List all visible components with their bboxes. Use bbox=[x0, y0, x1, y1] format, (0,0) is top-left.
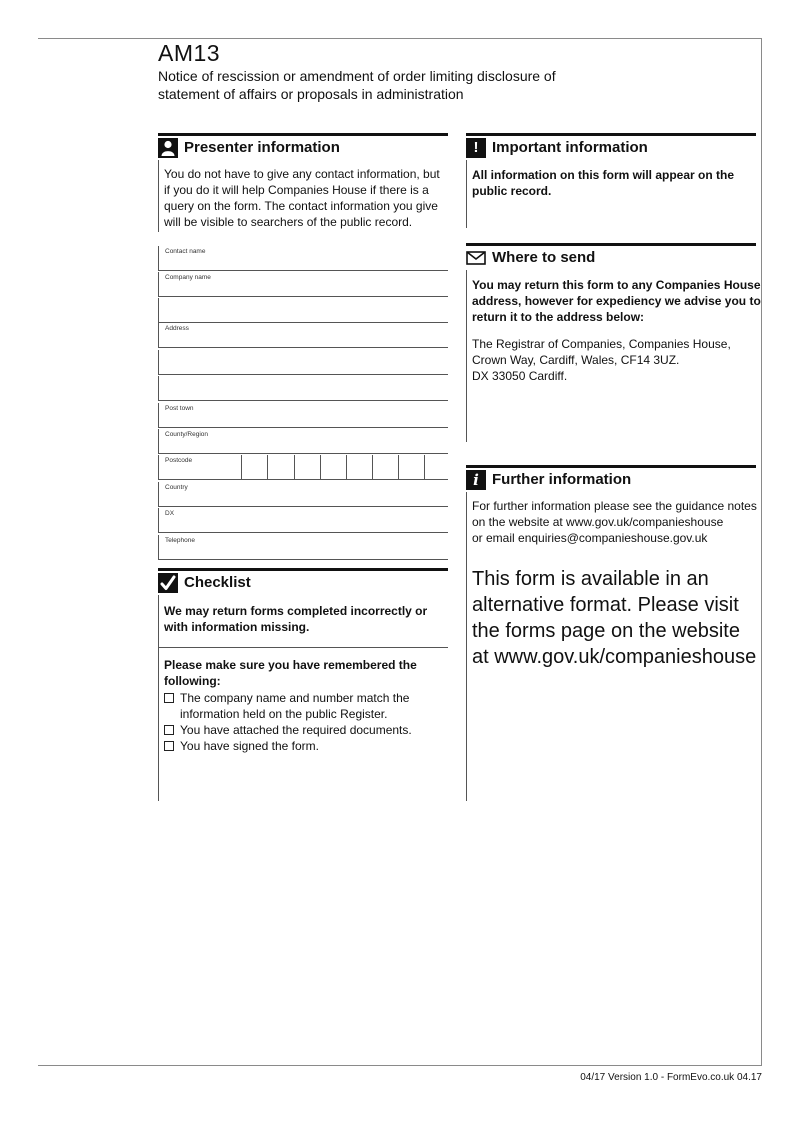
county-label: County/Region bbox=[165, 431, 208, 438]
company-name-field-2[interactable] bbox=[158, 298, 448, 323]
further-text bbox=[472, 498, 762, 546]
address-field[interactable] bbox=[158, 323, 448, 348]
address-line: DX 33050 Cardiff. bbox=[472, 369, 568, 383]
exclamation-icon: ! bbox=[466, 138, 486, 158]
telephone-label: Telephone bbox=[165, 537, 195, 544]
presenter-heading-label: Presenter information bbox=[184, 139, 340, 156]
dx-field[interactable] bbox=[158, 508, 448, 533]
checklist-heading bbox=[158, 568, 448, 595]
where-address bbox=[472, 336, 756, 384]
info-icon: i bbox=[466, 470, 486, 490]
country-field[interactable] bbox=[158, 482, 448, 507]
footer-version: 04/17 Version 1.0 - FormEvo.co.uk 04.17 bbox=[580, 1072, 762, 1083]
company-name-field[interactable] bbox=[158, 272, 448, 297]
post-town-label: Post town bbox=[165, 405, 194, 412]
checklist-item-text: The company name and number match the information held on the public Register. bbox=[180, 691, 410, 721]
address-field-2[interactable] bbox=[158, 350, 448, 375]
checklist-warning: We may return forms completed incorrectly or with information missing. bbox=[164, 604, 428, 634]
alt-format-notice: This form is available in an alternative format. Please visit the forms page on the website at www.gov.uk/companieshouse bbox=[472, 568, 757, 668]
form-code: AM13 bbox=[158, 40, 221, 66]
checklist-item bbox=[164, 738, 446, 754]
postcode-divider bbox=[372, 455, 373, 480]
further-heading-label: Further information bbox=[492, 471, 632, 488]
company-name-label: Company name bbox=[165, 274, 211, 281]
checklist-item bbox=[164, 690, 446, 722]
postcode-divider bbox=[241, 455, 242, 480]
further-border bbox=[466, 492, 467, 801]
address-label: Address bbox=[165, 325, 189, 332]
address-field-3[interactable] bbox=[158, 376, 448, 401]
envelope-icon bbox=[466, 248, 486, 268]
tick-icon bbox=[158, 573, 178, 593]
where-heading-label: Where to send bbox=[492, 249, 596, 266]
checkbox[interactable] bbox=[164, 693, 174, 703]
postcode-divider bbox=[346, 455, 347, 480]
checklist-item-text: You have attached the required documents. bbox=[180, 723, 412, 737]
bottom-rule bbox=[38, 1065, 762, 1066]
contact-name-label: Contact name bbox=[165, 248, 206, 255]
further-line: on the website at www.gov.uk/companieshouse bbox=[472, 515, 724, 529]
form-title: Notice of rescission or amendment of order limiting disclosure of statement of affairs or proposals in administration bbox=[158, 68, 556, 102]
address-line: Crown Way, Cardiff, Wales, CF14 3UZ. bbox=[472, 353, 680, 367]
checklist-border bbox=[158, 595, 159, 801]
checklist-heading-label: Checklist bbox=[184, 574, 251, 591]
checklist-divider bbox=[158, 647, 448, 648]
where-intro: You may return this form to any Companies House address, however for expediency we advise you to return it to the address below: bbox=[472, 278, 761, 324]
dx-label: DX bbox=[165, 510, 175, 517]
checklist-item-text: You have signed the form. bbox=[180, 739, 319, 753]
important-border bbox=[466, 160, 467, 228]
important-text: All information on this form will appear on the public record. bbox=[472, 168, 735, 198]
checkbox[interactable] bbox=[164, 741, 174, 751]
checklist-items bbox=[164, 690, 446, 754]
telephone-field[interactable] bbox=[158, 535, 448, 560]
postcode-divider bbox=[267, 455, 268, 480]
presenter-intro-border bbox=[158, 160, 159, 232]
right-rule bbox=[761, 38, 762, 1066]
checklist-item bbox=[164, 722, 446, 738]
person-icon bbox=[158, 138, 178, 158]
top-rule bbox=[38, 38, 762, 39]
postcode-divider bbox=[294, 455, 295, 480]
postcode-divider bbox=[424, 455, 425, 480]
important-heading bbox=[466, 133, 756, 160]
further-line: or email enquiries@companieshouse.gov.uk bbox=[472, 531, 708, 545]
postcode-label: Postcode bbox=[165, 457, 193, 464]
country-label: Country bbox=[165, 484, 188, 491]
important-heading-label: Important information bbox=[492, 139, 648, 156]
checklist-prompt: Please make sure you have remembered the following: bbox=[164, 658, 417, 688]
postcode-divider bbox=[320, 455, 321, 480]
postcode-divider bbox=[398, 455, 399, 480]
contact-name-field[interactable] bbox=[158, 246, 448, 271]
where-border bbox=[466, 270, 467, 442]
further-heading bbox=[466, 465, 756, 492]
further-line: For further information please see the guidance notes bbox=[472, 499, 757, 513]
presenter-heading bbox=[158, 133, 448, 160]
where-heading bbox=[466, 243, 756, 270]
post-town-field[interactable] bbox=[158, 403, 448, 428]
address-line: The Registrar of Companies, Companies House, bbox=[472, 337, 731, 351]
county-field[interactable] bbox=[158, 429, 448, 454]
postcode-field[interactable] bbox=[158, 455, 448, 480]
presenter-intro: You do not have to give any contact information, but if you do it will help Companies House if there is a query on the form. The contact information you give will be visible to searchers of the public record. bbox=[164, 167, 440, 229]
checkbox[interactable] bbox=[164, 725, 174, 735]
